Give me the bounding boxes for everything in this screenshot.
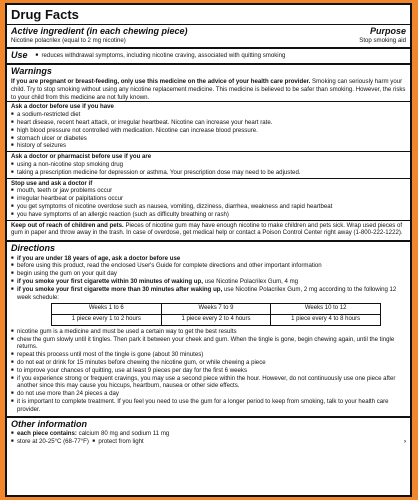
list-item: ■ if you experience strong or frequent cravings, you may use a second piece within the hour. However, do not continuously use one piece after another since this may cause you hiccups, heartburn, nausea or other side effects. [11,375,406,391]
list-item: ■ each piece contains: calcium 80 mg and sodium 11 mg [11,430,406,438]
table-cell: 1 piece every 2 to 4 hours [161,315,271,326]
ask-doctor-heading: Ask a doctor before use if you have [11,103,114,111]
list-item: ■ repeat this process until most of the tingle is gone (about 30 minutes) [11,351,406,359]
use-section [7,47,410,64]
list-item: ■ do not use more than 24 pieces a day [11,390,406,398]
list-item: ■ mouth, teeth or jaw problems occur [11,187,406,195]
table-cell: 1 piece every 4 to 8 hours [271,315,381,326]
active-ingredient-text: Nicotine polacrilex (equal to 2 mg nicotine) [11,37,126,45]
list-item: ■ you get symptoms of nicotine overdose such as nausea, vomiting, dizziness, diarrhea, weakness and rapid heartbeat [11,203,406,211]
ask-pharmacist-heading: Ask a doctor or pharmacist before use if you are [11,153,152,161]
use-text: reduces withdrawal symptoms, including nicotine craving, associated with quitting smoking [41,51,286,59]
active-ingredient-section [7,24,410,47]
other-information-section [7,416,410,448]
table-header-cell: Weeks 1 to 6 [52,304,162,315]
pregnancy-warning: If you are pregnant or breast-feeding, only use this medicine on the advice of your health care provider. Smoking can seriously harm your child. Try to stop smoking without using any nicotine replacement medicine. This medicine is believed to be safer than smoking. However, the risks to your child from this medicine are not fully known. [11,77,406,101]
stop-use-block [7,178,410,220]
directions-section [7,240,410,415]
list-item: ■ before using this product, read the enclosed User's Guide for complete directions and other important information [11,262,406,270]
list-item: ■ chew the gum slowly until it tingles. Then park it between your cheek and gum. When the tingle is gone, begin chewing again, until the tingle returns. [11,336,406,352]
table-cell: 1 piece every 1 to 2 hours [52,315,162,326]
list-item: ■ using a non-nicotine stop smoking drug [11,161,406,169]
ask-doctor-block [7,101,410,151]
list-item: ■ begin using the gum on your quit day [11,270,406,278]
ask-pharmacist-block [7,151,410,177]
purpose-text: Stop smoking aid [359,37,406,45]
continued-arrow-icon: › [403,437,406,445]
list-item: ■ high blood pressure not controlled with medication. Nicotine can increase blood pressure. [11,127,406,135]
table-header-cell: Weeks 7 to 9 [161,304,271,315]
list-item: ■ heart disease, recent heart attack, or irregular heartbeat. Nicotine can increase your heart rate. [11,119,406,127]
dosage-schedule-table [51,303,381,325]
list-item: ■ irregular heartbeat or palpitations occur [11,195,406,203]
list-item: ■ history of seizures [11,142,406,150]
list-item: ■ a sodium-restricted diet [11,111,406,119]
stop-use-heading: Stop use and ask a doctor if [11,179,93,187]
list-item: ■ nicotine gum is a medicine and must be used a certain way to get the best results [11,328,406,336]
use-heading: Use [11,49,28,60]
drug-facts-title: Drug Facts [11,7,79,22]
list-item: ■ store at 20-25°C (68-77°F) ■ protect from light [11,438,144,446]
directions-heading: Directions [11,243,56,254]
warnings-section [7,63,410,240]
keep-out-of-reach-block: Keep out of reach of children and pets. Pieces of nicotine gum may have enough nicotine to make children and pets sick. Wrap used pieces of gum in paper and throw away in the trash. In case of overdose, get medical help or contact a Poison Control Center right away (1-800-222-1222). [7,220,410,239]
list-item: ■ you have symptoms of an allergic reaction (such as difficulty breathing or rash) [11,211,406,219]
table-header-cell: Weeks 10 to 12 [271,304,381,315]
list-item: ■ if you smoke your first cigarette more than 30 minutes after waking up, use Nicotine Polacrilex Gum, 2 mg according to the following 12 week schedule: [11,286,406,302]
list-item: ■ do not eat or drink for 15 minutes before chewing the nicotine gum, or while chewing a piece [11,359,406,367]
list-item: ■ if you are under 18 years of age, ask a doctor before use [11,255,406,263]
drug-facts-panel [5,3,412,497]
purpose-heading: Purpose [369,25,406,36]
list-item: ■ to improve your chances of quitting, use at least 9 pieces per day for the first 6 weeks [11,367,406,375]
list-item: ■ stomach ulcer or diabetes [11,135,406,143]
list-item: ■ it is important to complete treatment. If you feel you need to use the gum for a longer period to keep from smoking, talk to your health care provider. [11,398,406,414]
list-item: ■ taking a prescription medicine for depression or asthma. Your prescription dose may need to be adjusted. [11,169,406,177]
other-information-heading: Other information [11,418,87,429]
list-item: ■ if you smoke your first cigarette within 30 minutes of waking up, use Nicotine Polacrilex Gum, 4 mg [11,278,406,286]
active-ingredient-heading: Active ingredient (in each chewing piece) [11,25,188,36]
warnings-heading: Warnings [11,66,52,77]
